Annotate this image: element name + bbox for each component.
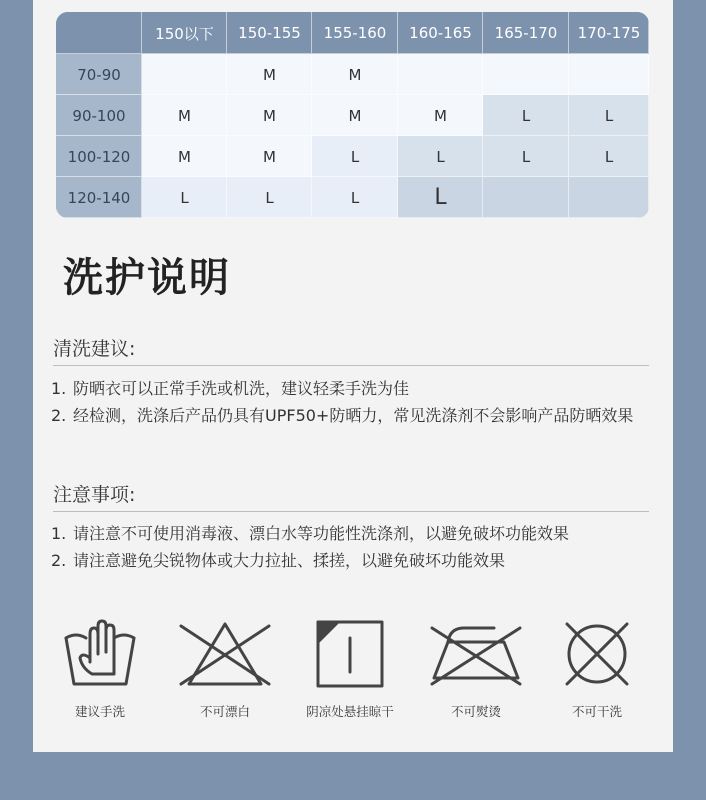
no-dry-clean-icon bbox=[557, 618, 637, 690]
care-icon-item bbox=[295, 618, 405, 720]
care-icon-label: 不可干洗 bbox=[571, 704, 622, 719]
size-table-header: 155-160 bbox=[312, 12, 398, 54]
size-cell: M bbox=[312, 95, 398, 136]
size-table bbox=[56, 12, 649, 218]
item-text: 防晒衣可以正常手洗或机洗，建议轻柔手洗为佳 bbox=[73, 379, 410, 398]
no-iron-icon bbox=[428, 618, 524, 690]
no-bleach-icon bbox=[175, 618, 275, 690]
item-number: 1. bbox=[51, 524, 67, 543]
size-table-row-label: 90-100 bbox=[56, 95, 142, 136]
notes-item bbox=[51, 547, 651, 574]
care-icon-label: 阴凉处悬挂晾干 bbox=[306, 704, 394, 719]
care-icon-label: 不可熨烫 bbox=[450, 704, 501, 719]
item-text: 经检测，洗涤后产品仍具有UPF50+防晒力，常见洗涤剂不会影响产品防晒效果 bbox=[73, 406, 634, 425]
care-instructions-card bbox=[33, 0, 673, 752]
item-number: 1. bbox=[51, 379, 67, 398]
size-cell bbox=[398, 54, 483, 95]
size-cell: L bbox=[227, 177, 312, 218]
care-icon-label: 建议手洗 bbox=[74, 704, 125, 719]
wash-advice-item bbox=[51, 402, 651, 429]
size-cell: L bbox=[483, 95, 569, 136]
care-icons bbox=[33, 618, 673, 728]
notes-heading: 注意事项: bbox=[53, 484, 136, 506]
hand-wash-icon bbox=[60, 618, 140, 690]
page-title: 洗护说明 bbox=[63, 255, 231, 301]
size-table-header: 160-165 bbox=[398, 12, 483, 54]
size-cell: M bbox=[227, 95, 312, 136]
divider bbox=[53, 365, 649, 366]
size-table-row-label: 70-90 bbox=[56, 54, 142, 95]
size-cell: L bbox=[569, 95, 649, 136]
size-table-header: 150以下 bbox=[142, 12, 227, 54]
care-icon-item bbox=[542, 618, 652, 720]
shade-dry-icon bbox=[314, 618, 386, 690]
wash-advice-item bbox=[51, 375, 651, 402]
care-icon-label: 不可漂白 bbox=[199, 704, 250, 719]
size-cell bbox=[569, 177, 649, 218]
size-cell bbox=[569, 54, 649, 95]
size-cell bbox=[142, 54, 227, 95]
item-number: 2. bbox=[51, 551, 67, 570]
size-table-header: 165-170 bbox=[483, 12, 569, 54]
size-cell: L bbox=[312, 177, 398, 218]
item-number: 2. bbox=[51, 406, 67, 425]
size-cell: L bbox=[312, 136, 398, 177]
size-cell bbox=[483, 177, 569, 218]
notes-item bbox=[51, 520, 651, 547]
size-cell: L bbox=[569, 136, 649, 177]
item-text: 请注意不可使用消毒液、漂白水等功能性洗涤剂，以避免破坏功能效果 bbox=[73, 524, 570, 543]
care-icon-item bbox=[45, 618, 155, 720]
size-cell: L bbox=[483, 136, 569, 177]
size-cell bbox=[483, 54, 569, 95]
size-cell: M bbox=[227, 54, 312, 95]
size-cell: L bbox=[398, 136, 483, 177]
size-table-row-label: 100-120 bbox=[56, 136, 142, 177]
item-text: 请注意避免尖锐物体或大力拉扯、揉搓，以避免破坏功能效果 bbox=[73, 551, 506, 570]
wash-advice-heading: 清洗建议: bbox=[53, 338, 136, 360]
size-table-header: 170-175 bbox=[569, 12, 649, 54]
size-table-corner bbox=[56, 12, 142, 54]
size-cell: M bbox=[142, 95, 227, 136]
divider bbox=[53, 511, 649, 512]
size-table-row-label: 120-140 bbox=[56, 177, 142, 218]
care-icon-item bbox=[421, 618, 531, 720]
size-table-header: 150-155 bbox=[227, 12, 312, 54]
size-cell: M bbox=[398, 95, 483, 136]
size-cell: M bbox=[312, 54, 398, 95]
size-cell: M bbox=[227, 136, 312, 177]
care-icon-item bbox=[170, 618, 280, 720]
size-cell: L bbox=[142, 177, 227, 218]
size-cell: L bbox=[398, 177, 483, 218]
size-cell: M bbox=[142, 136, 227, 177]
